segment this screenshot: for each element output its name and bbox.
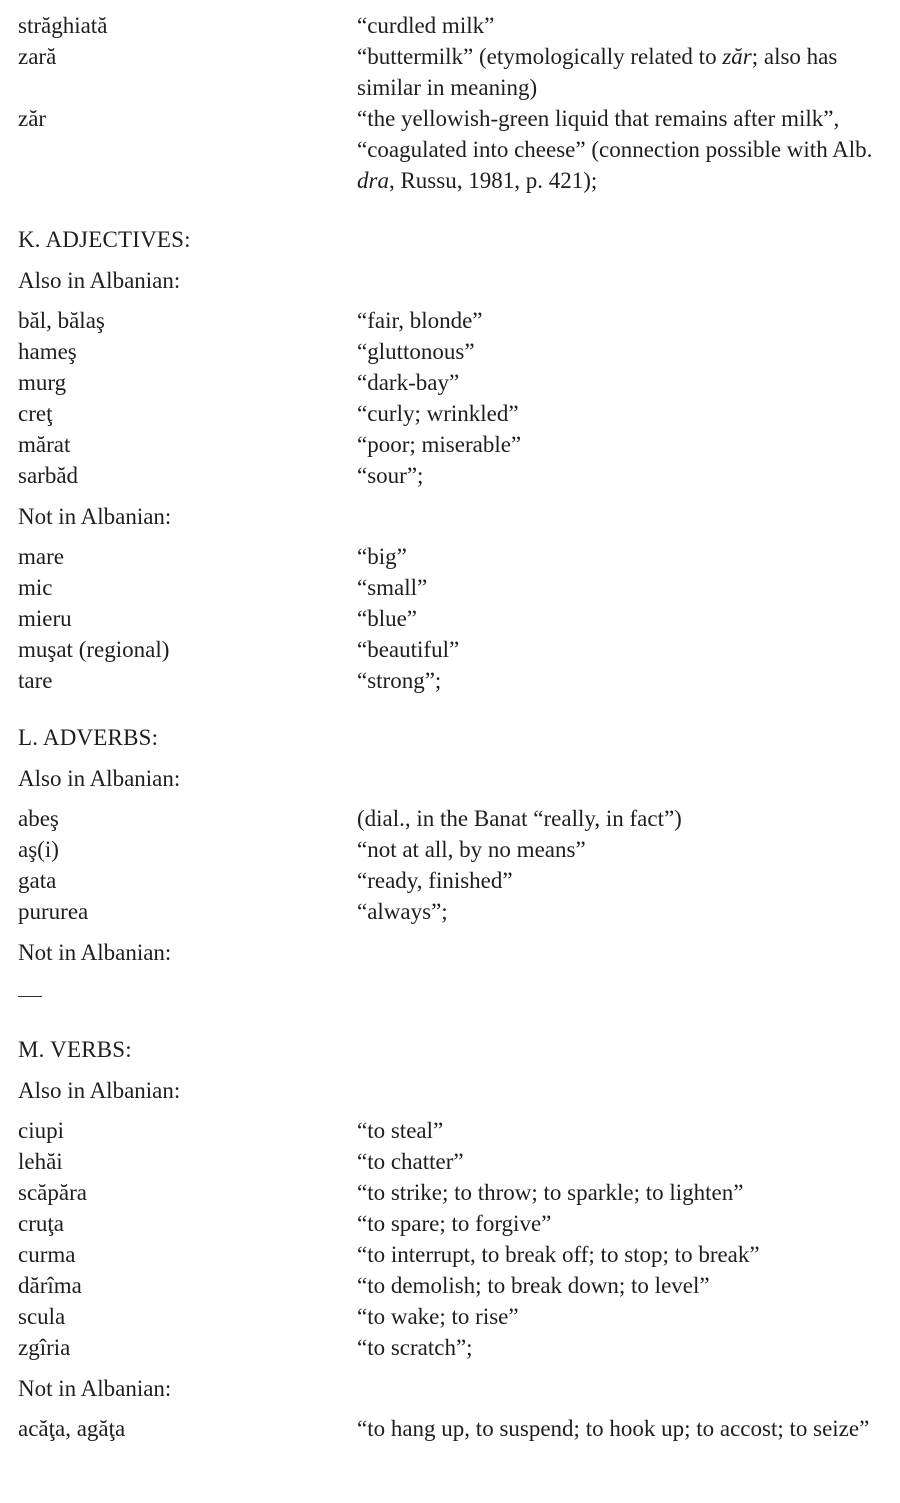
italic-word: dra <box>357 168 389 193</box>
entry-gloss: “big” <box>357 544 407 569</box>
entry-gloss: “dark-bay” <box>357 370 460 395</box>
entry-row <box>18 603 898 634</box>
section-adjectives <box>18 224 898 696</box>
group-label: Not in Albanian: <box>18 1376 172 1401</box>
entry-gloss: “poor; miserable” <box>357 432 522 457</box>
entry-row <box>18 429 898 460</box>
section-adverbs <box>18 722 898 1008</box>
document-page <box>18 10 898 1444</box>
entry-row <box>18 634 898 665</box>
group-label: Not in Albanian: <box>18 504 172 529</box>
entry-gloss: “always”; <box>357 899 448 924</box>
entry-row <box>18 10 898 41</box>
entry-term: murg <box>18 370 67 395</box>
entry-gloss: “the yellowish-green liquid that remains after milk”, “coagulated into cheese” (connection possible with Alb. dra, Russu, 1981, p. 421); <box>357 106 873 193</box>
entry-row <box>18 1239 898 1270</box>
group-label: Also in Albanian: <box>18 766 181 791</box>
entry-row <box>18 1115 898 1146</box>
entry-term: curma <box>18 1242 76 1267</box>
entry-term: lehăi <box>18 1149 63 1174</box>
entry-row <box>18 367 898 398</box>
entry-term: dărîma <box>18 1273 82 1298</box>
entry-row <box>18 336 898 367</box>
entry-gloss: “beautiful” <box>357 637 460 662</box>
entry-row <box>18 103 898 196</box>
entry-row <box>18 1413 898 1444</box>
entry-row <box>18 305 898 336</box>
entry-term: hameş <box>18 339 77 364</box>
entry-term: mare <box>18 544 64 569</box>
entry-gloss: “gluttonous” <box>357 339 475 364</box>
entry-term: zăr <box>18 106 47 131</box>
entry-term: sarbăd <box>18 463 79 488</box>
entry-row <box>18 1146 898 1177</box>
entry-row <box>18 541 898 572</box>
entry-term: cruţa <box>18 1211 64 1236</box>
entry-row <box>18 865 898 896</box>
entry-term: băl, bălaş <box>18 308 105 333</box>
entry-gloss: “to scratch”; <box>357 1335 473 1360</box>
entry-term: aş(i) <box>18 837 59 862</box>
entry-gloss: “to chatter” <box>357 1149 464 1174</box>
entry-term: acăţa, agăţa <box>18 1416 126 1441</box>
entry-gloss: “to demolish; to break down; to level” <box>357 1273 710 1298</box>
entry-term: tare <box>18 668 53 693</box>
section-tail <box>18 10 898 196</box>
entry-gloss: “buttermilk” (etymologically related to zăr; also has similar in meaning) <box>357 44 838 100</box>
entry-term: gata <box>18 868 57 893</box>
section-heading: M. VERBS: <box>18 1037 132 1062</box>
group-label: Not in Albanian: <box>18 940 172 965</box>
italic-word: zăr <box>722 44 752 69</box>
entry-row <box>18 896 898 927</box>
entry-term: mărat <box>18 432 71 457</box>
entry-term: pururea <box>18 899 89 924</box>
entry-term: mieru <box>18 606 72 631</box>
empty-dash <box>18 977 898 1008</box>
entry-term: scula <box>18 1304 66 1329</box>
entry-row <box>18 1270 898 1301</box>
entry-gloss: “blue” <box>357 606 418 631</box>
entry-gloss: “to wake; to rise” <box>357 1304 519 1329</box>
entry-gloss: “small” <box>357 575 428 600</box>
entry-gloss: “to spare; to forgive” <box>357 1211 552 1236</box>
entry-gloss: “curdled milk” <box>357 13 495 38</box>
entry-row <box>18 803 898 834</box>
entry-row <box>18 1208 898 1239</box>
entry-term: muşat (regional) <box>18 637 170 662</box>
entry-gloss: “to hang up, to suspend; to hook up; to accost; to seize” <box>357 1416 870 1441</box>
entry-gloss: “to steal” <box>357 1118 444 1143</box>
entry-row <box>18 1332 898 1363</box>
entry-term: străghiată <box>18 13 108 38</box>
entry-term: abeş <box>18 806 59 831</box>
entry-gloss: “curly; wrinkled” <box>357 401 519 426</box>
entry-gloss: “sour”; <box>357 463 424 488</box>
entry-gloss: (dial., in the Banat “really, in fact”) <box>357 806 682 831</box>
section-heading: K. ADJECTIVES: <box>18 227 191 252</box>
entry-row <box>18 1301 898 1332</box>
entry-row <box>18 460 898 491</box>
entry-term: ciupi <box>18 1118 64 1143</box>
entry-gloss: “fair, blonde” <box>357 308 483 333</box>
entry-gloss: “ready, finished” <box>357 868 513 893</box>
section-verbs <box>18 1034 898 1444</box>
entry-row <box>18 1177 898 1208</box>
section-heading: L. ADVERBS: <box>18 725 159 750</box>
entry-term: zgîria <box>18 1335 71 1360</box>
entry-row <box>18 665 898 696</box>
entry-term: scăpăra <box>18 1180 87 1205</box>
entry-term: mic <box>18 575 53 600</box>
entry-gloss: “to strike; to throw; to sparkle; to lighten” <box>357 1180 744 1205</box>
entry-gloss: “to interrupt, to break off; to stop; to break” <box>357 1242 760 1267</box>
entry-row <box>18 834 898 865</box>
entry-term: zară <box>18 44 57 69</box>
entry-row <box>18 41 898 103</box>
entry-term: creţ <box>18 401 53 426</box>
entry-gloss: “not at all, by no means” <box>357 837 586 862</box>
entry-gloss: “strong”; <box>357 668 442 693</box>
group-label: Also in Albanian: <box>18 1078 181 1103</box>
entry-row <box>18 398 898 429</box>
group-label: Also in Albanian: <box>18 268 181 293</box>
entry-row <box>18 572 898 603</box>
